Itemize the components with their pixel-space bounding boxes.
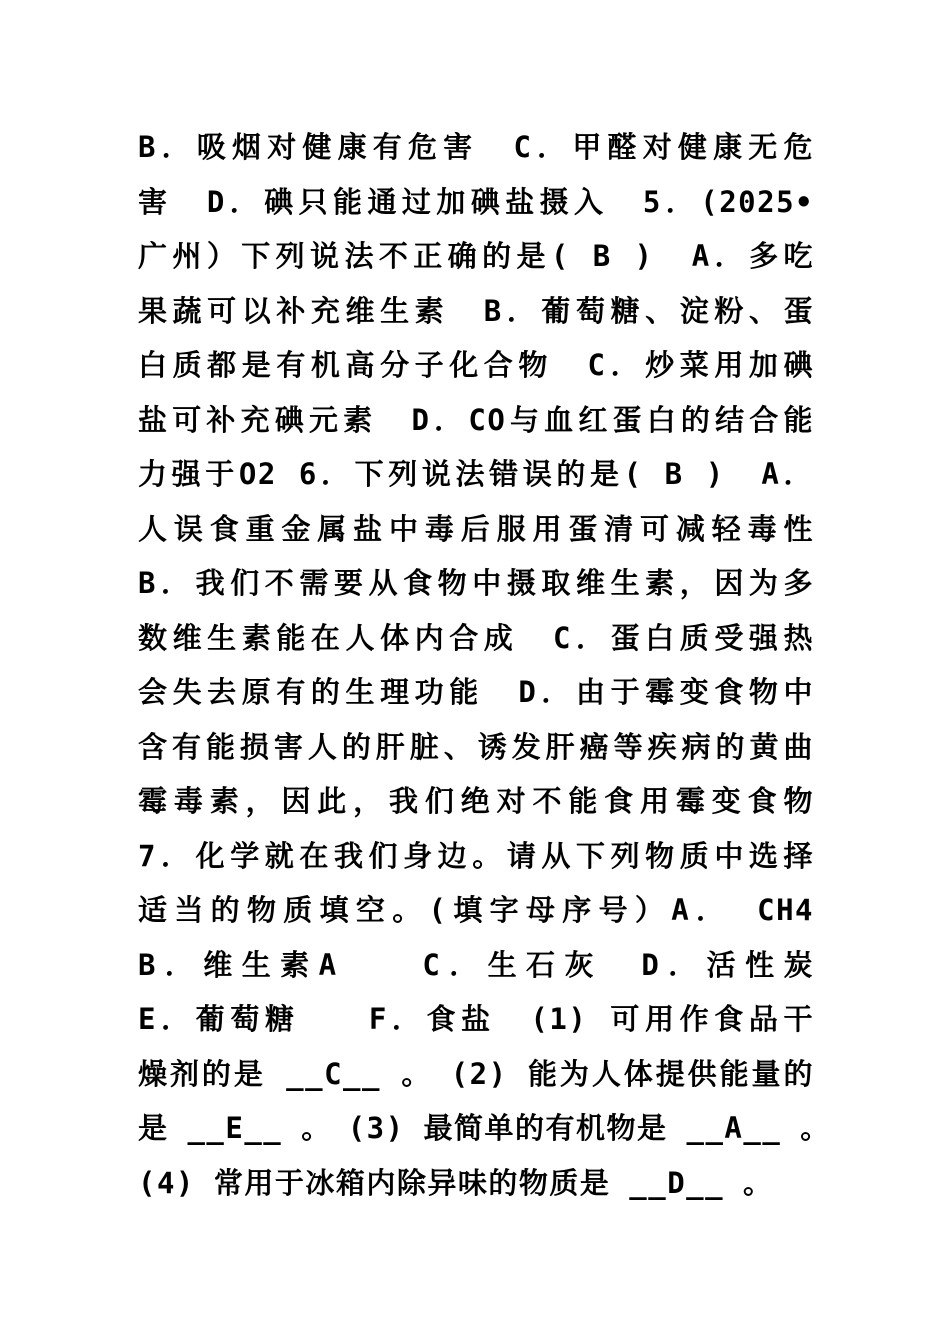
text-line-9: B．我们不需要从食物中摄取维生素，因为多: [138, 566, 814, 600]
text-line-13: 霉毒素，因此，我们绝对不能食用霉变食物: [138, 784, 814, 818]
text-line-19: 是 __E__ 。 (3) 最简单的有机物是 __A__ 。: [138, 1111, 831, 1145]
text-line-18: 燥剂的是 __C__ 。 (2) 能为人体提供能量的: [138, 1056, 814, 1091]
text-line-16: B．维生素A C．生石灰 D．活性炭: [138, 947, 814, 982]
text-line-20: (4) 常用于冰箱内除异味的物质是 __D__ 。: [138, 1165, 774, 1200]
text-line-2: 害 D．碘只能通过加碘盐摄入 5．(2025•: [138, 184, 814, 219]
text-line-8: 人误食重金属盐中毒后服用蛋清可减轻毒性: [138, 511, 814, 546]
text-line-17: E．葡萄糖 F．食盐 (1) 可用作食品干: [138, 1002, 814, 1036]
document-text-block: [138, 120, 831, 1210]
text-line-4: 果蔬可以补充维生素 B．葡萄糖、淀粉、蛋: [138, 293, 814, 328]
text-line-11: 会失去原有的生理功能 D．由于霉变食物中: [138, 675, 814, 709]
text-line-7: 力强于O2 6．下列说法错误的是( B ) A．: [138, 457, 814, 491]
text-line-6: 盐可补充碘元素 D．CO与血红蛋白的结合能: [138, 402, 814, 437]
text-line-10: 数维生素能在人体内合成 C．蛋白质受强热: [138, 620, 814, 655]
text-line-15: 适当的物质填空。(填字母序号）A． CH4: [138, 893, 814, 927]
text-line-5: 白质都是有机高分子化合物 C．炒菜用加碘: [138, 348, 814, 382]
text-line-1: B．吸烟对健康有危害 C．甲醛对健康无危: [138, 130, 814, 164]
text-line-14: 7．化学就在我们身边。请从下列物质中选择: [138, 838, 814, 873]
text-line-3: 广州）下列说法不正确的是( B ) A．多吃: [138, 239, 814, 273]
text-line-12: 含有能损害人的肝脏、诱发肝癌等疾病的黄曲: [138, 729, 814, 764]
